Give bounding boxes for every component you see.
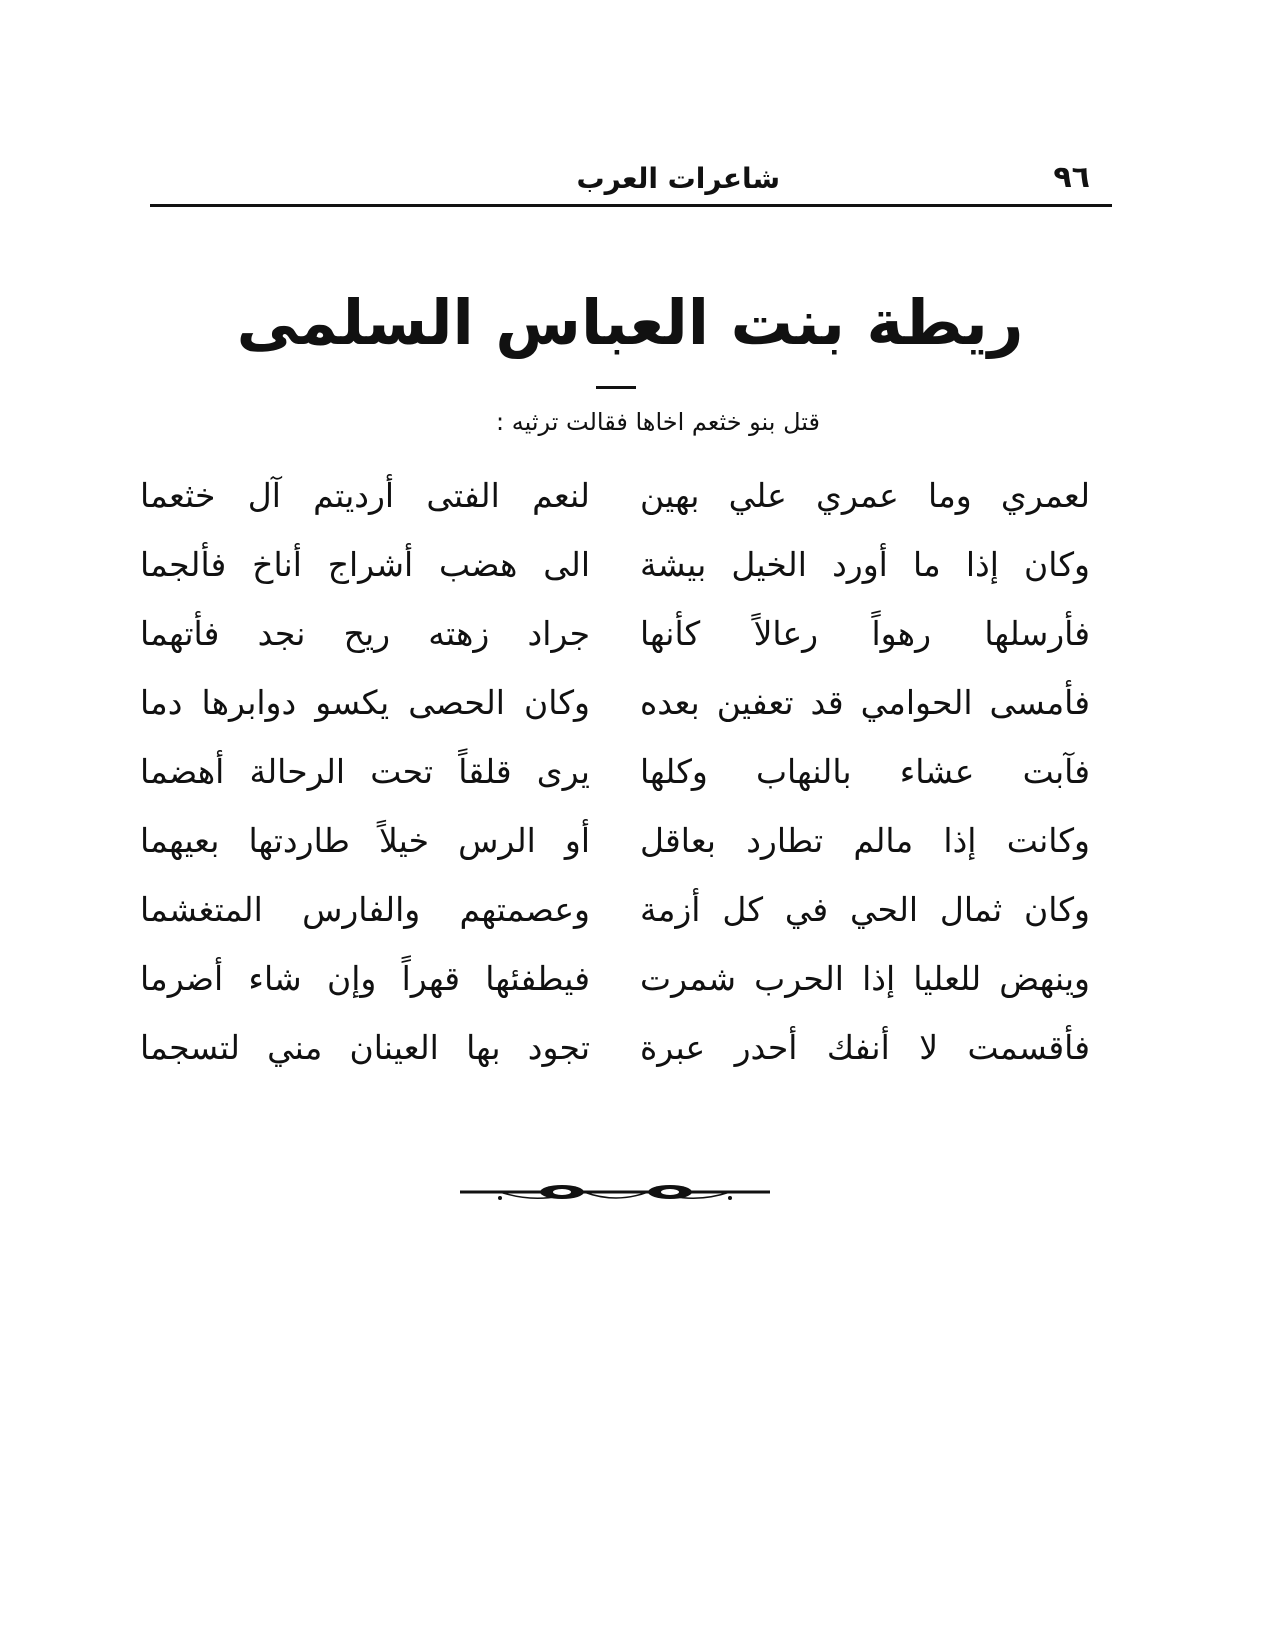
poem-body bbox=[130, 468, 1090, 1089]
verse-second-hemistich: الى هضب أشراج أناخ فألجما bbox=[140, 545, 590, 584]
verse bbox=[130, 537, 1090, 606]
closing-ornament bbox=[460, 1178, 770, 1206]
verse-second-hemistich: يرى قلقاً تحت الرحالة أهضما bbox=[140, 752, 590, 791]
poem-intro: قتل بنو خثعم اخاها فقالت ترثيه : bbox=[496, 408, 820, 436]
verse bbox=[130, 951, 1090, 1020]
verse-first-hemistich: فآبت عشاء بالنهاب وكلها bbox=[640, 752, 1090, 791]
verse-second-hemistich: لنعم الفتى أرديتم آل خثعما bbox=[140, 476, 590, 515]
verse-second-hemistich: تجود بها العينان مني لتسجما bbox=[140, 1028, 590, 1067]
verse bbox=[130, 813, 1090, 882]
verse bbox=[130, 744, 1090, 813]
verse-second-hemistich: فيطفئها قهراً وإن شاء أضرما bbox=[140, 959, 590, 998]
verse bbox=[130, 468, 1090, 537]
verse bbox=[130, 1020, 1090, 1089]
verse-first-hemistich: وكان ثمال الحي في كل أزمة bbox=[640, 890, 1090, 929]
verse-first-hemistich: وكان إذا ما أورد الخيل بيشة bbox=[640, 545, 1090, 584]
verse-first-hemistich: فأقسمت لا أنفك أحدر عبرة bbox=[640, 1028, 1090, 1067]
verse-second-hemistich: وكان الحصى يكسو دوابرها دما bbox=[140, 683, 590, 722]
verse bbox=[130, 606, 1090, 675]
page-number: ٩٦ bbox=[1053, 160, 1090, 195]
verse-first-hemistich: وينهض للعليا إذا الحرب شمرت bbox=[640, 959, 1090, 998]
verse-first-hemistich: لعمري وما عمري علي بهين bbox=[640, 476, 1090, 515]
verse bbox=[130, 882, 1090, 951]
verse-first-hemistich: وكانت إذا مالم تطارد بعاقل bbox=[640, 821, 1090, 860]
running-head bbox=[150, 160, 1110, 200]
verse bbox=[130, 675, 1090, 744]
poet-title: ريطة بنت العباس السلمى bbox=[236, 286, 1024, 359]
verse-second-hemistich: أو الرس خيلاً طاردتها بعيهما bbox=[140, 821, 590, 860]
verse-first-hemistich: فأمسى الحوامي قد تعفين بعده bbox=[640, 683, 1090, 722]
verse-second-hemistich: وعصمتهم والفارس المتغشما bbox=[140, 890, 590, 929]
verse-second-hemistich: جراد زهته ريح نجد فأتهما bbox=[140, 614, 590, 653]
running-title: شاعرات العرب bbox=[576, 162, 780, 195]
verse-first-hemistich: فأرسلها رهواً رعالاً كأنها bbox=[640, 614, 1090, 653]
title-dash bbox=[596, 386, 636, 389]
header-rule bbox=[150, 204, 1112, 207]
